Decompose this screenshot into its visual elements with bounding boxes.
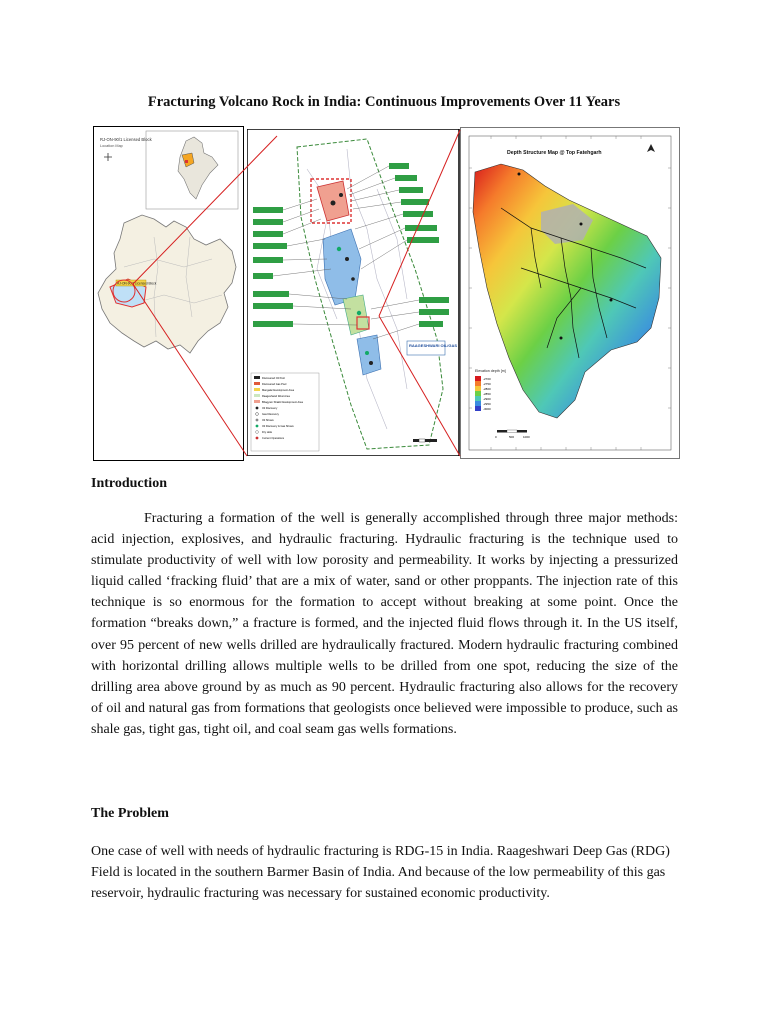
depth-legend-value: -2950 [483,402,491,406]
depth-legend-title: Elevation depth [m] [475,369,506,373]
north-arrow-icon [104,153,112,161]
legend-item: Current Operations [262,437,285,440]
legend-item: Dry Hole [262,431,273,434]
legend-item: Gas Discovery [262,413,279,416]
depth-legend-value: -2700 [483,377,491,381]
field-label: RAAGESHWARI OIL/GAS [409,343,458,348]
depth-legend [475,369,506,411]
page-title: Fracturing Volcano Rock in India: Continuous Improvements Over 11 Years [147,94,621,110]
depth-legend-value: -2750 [483,382,491,386]
legend-item: Mangala Development Area [262,389,295,392]
north-arrow-icon [647,144,655,152]
scale-label: 1000 [523,435,530,439]
block-label: RJ-ON-90/1 Licensed Block [117,281,157,286]
inset-label: RJ-ON-90/1 Licensed Block [100,137,152,142]
legend-item: Oil Discovery [262,407,278,410]
legend-item: Discovered Gas Pool [262,383,287,386]
depth-legend-value: -2850 [483,392,491,396]
depth-map-svg [461,128,679,458]
legend-item: Discovered Oil Pool [262,377,285,380]
depth-map-title: Depth Structure Map @ Top Fatehgarh [507,150,602,156]
legend-item: Bhagyam Shakti Development Area [262,401,303,404]
location-map-svg [94,127,243,460]
problem-heading: The Problem [91,806,169,821]
depth-legend-value: -3000 [483,407,491,411]
map-figure [93,126,680,460]
legend-item: Raageshwari West Area [262,395,290,398]
legend-item: Oil Shows [262,419,274,422]
legend-item: Oil Discovery & Gas Shows [262,425,294,428]
depth-legend-value: -2900 [483,397,491,401]
block-map-legend [251,373,319,451]
scale-label: 0 [495,435,497,439]
depth-map-panel [460,127,680,459]
location-map-panel [93,126,244,461]
inset-block-marker [185,160,188,163]
depth-legend-value: -2800 [483,387,491,391]
depth-contour-surface [473,164,661,418]
scale-label: 500 [509,435,515,439]
problem-paragraph: One case of well with needs of hydraulic fracturing is RDG-15 in India. Raageshwari Deep Gas (RDG) Field is located in the southern Barmer Basin of India. And because of the low permeability of this gas reservoir, hydraulic fracturing was necessary for sustained economic productivity. [91,844,670,902]
inset-sublabel: Location Map [100,144,123,148]
introduction-heading: Introduction [91,476,167,491]
depth-scale-bar [495,430,530,439]
introduction-paragraph: Fracturing a formation of the well is generally accomplished through three major methods: acid injection, explosives, and hydraulic fracturing. Hydraulic fracturing is the technique used to stimulate productivity of well with low porosity and permeability. It works by injecting a pressurized liquid called ‘fracking fluid’ that are a mix of water, sand or other proppants. The injection rate of this technique is so enormous for the formation to accept without breaking at some point. Once the formation “breaks down,” a fracture is formed, and the injected fluid flows through it. In the US itself, over 95 percent of new wells drilled are hydraulically fractured. Modern hydraulic fracturing combined with horizontal drilling allows multiple wells to be drilled from one spot, reducing the size of the drilling area above ground by as much as 90 percent. Hydraulic fracturing also allows for the recovery of oil and natural gas from formations that geologists once believed were impossible to produce, such as shale gas, tight gas, tight oil, and coal seam gas wells formations. [91,511,678,737]
